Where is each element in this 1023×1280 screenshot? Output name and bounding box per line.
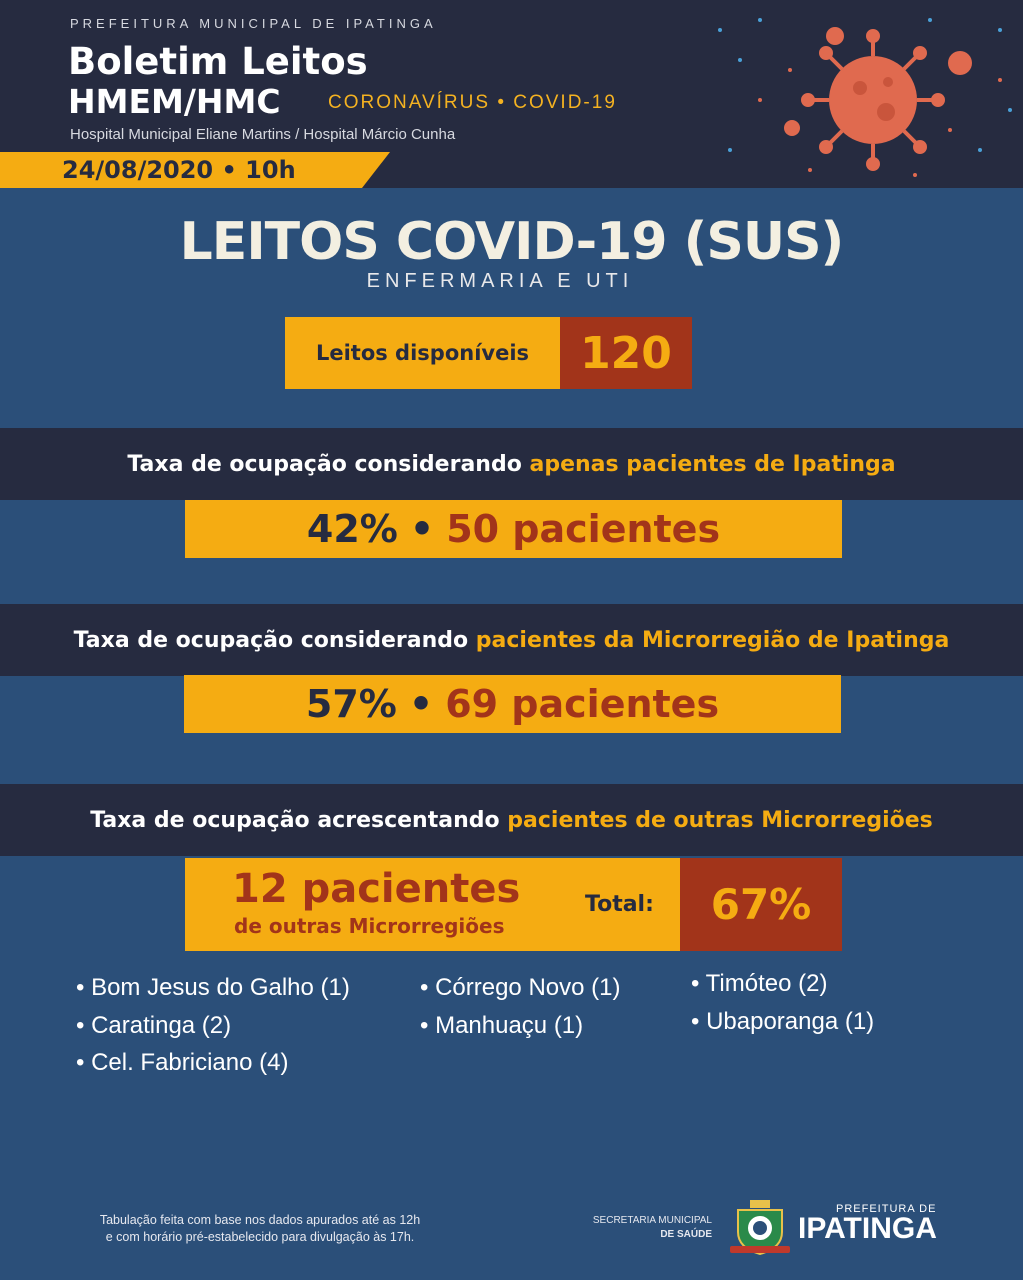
city-item: • Bom Jesus do Galho (1) <box>76 974 350 1001</box>
section-label: Taxa de ocupação considerando <box>73 627 476 653</box>
others-count: 12 pacientes <box>232 866 521 912</box>
section-label: Taxa de ocupação considerando <box>127 451 530 477</box>
total-label: Total: <box>585 892 654 917</box>
footer-note-line2: e com horário pré-estabelecido para divulgação às 17h. <box>105 1230 415 1244</box>
section-ipatinga-header <box>0 428 1023 500</box>
org-name: PREFEITURA MUNICIPAL DE IPATINGA <box>70 16 437 31</box>
footer-note <box>40 1212 480 1246</box>
section-others-header <box>0 784 1023 856</box>
city-item: • Timóteo (2) <box>691 970 828 997</box>
microregion-patients: 69 pacientes <box>445 682 720 726</box>
bulletin-title: Boletim Leitos <box>68 40 368 83</box>
separator: • <box>409 507 435 551</box>
microregion-percent: 57% <box>305 682 397 726</box>
city-item: • Cel. Fabriciano (4) <box>76 1049 289 1076</box>
others-count-sub: de outras Microrregiões <box>234 914 505 938</box>
section-microregion-header <box>0 604 1023 676</box>
total-box <box>680 858 842 951</box>
available-beds-value-box <box>560 317 692 389</box>
covid-tag: CORONAVÍRUS • COVID-19 <box>328 92 617 113</box>
hospital-codes: HMEM/HMC <box>68 82 281 121</box>
main-title: LEITOS COVID-19 (SUS) <box>179 212 844 272</box>
hospital-names: Hospital Municipal Eliane Martins / Hospital Márcio Cunha <box>70 126 456 143</box>
section-label: Taxa de ocupação acrescentando <box>90 807 508 833</box>
section-label-highlight: pacientes da Microrregião de Ipatinga <box>475 627 950 653</box>
city-item: • Córrego Novo (1) <box>420 974 621 1001</box>
secretaria-line1: SECRETARIA MUNICIPAL <box>592 1215 712 1226</box>
secretaria-line2: DE SAÚDE <box>660 1229 712 1240</box>
virus-illustration-icon <box>700 0 1023 192</box>
secretaria-label <box>588 1214 712 1242</box>
available-beds-label-box <box>285 317 560 389</box>
total-value: 67% <box>710 880 812 929</box>
ipatinga-percent: 42% <box>306 507 398 551</box>
city-item: • Caratinga (2) <box>76 1012 232 1039</box>
prefeitura-small-text: PREFEITURA DE <box>836 1203 937 1215</box>
city-item: • Manhuaçu (1) <box>420 1012 584 1039</box>
separator: • <box>408 682 434 726</box>
footer-note-line1: Tabulação feita com base nos dados apurados até as 12h <box>99 1213 421 1227</box>
available-beds-label: Leitos disponíveis <box>315 341 530 365</box>
ipatinga-logo-text: IPATINGA <box>798 1212 937 1245</box>
main-subtitle: ENFERMARIA E UTI <box>366 270 634 292</box>
ipatinga-patients: 50 pacientes <box>446 507 721 551</box>
bulletin-date: 24/08/2020 • 10h <box>62 156 296 184</box>
section-label-highlight: apenas pacientes de Ipatinga <box>529 451 896 477</box>
city-crest-icon <box>728 1198 792 1262</box>
available-beds-value: 120 <box>580 327 672 379</box>
microregion-occupancy-box <box>184 675 841 733</box>
section-label-highlight: pacientes de outras Microrregiões <box>507 807 933 833</box>
city-item: • Ubaporanga (1) <box>691 1008 875 1035</box>
ipatinga-occupancy-box <box>185 500 842 558</box>
